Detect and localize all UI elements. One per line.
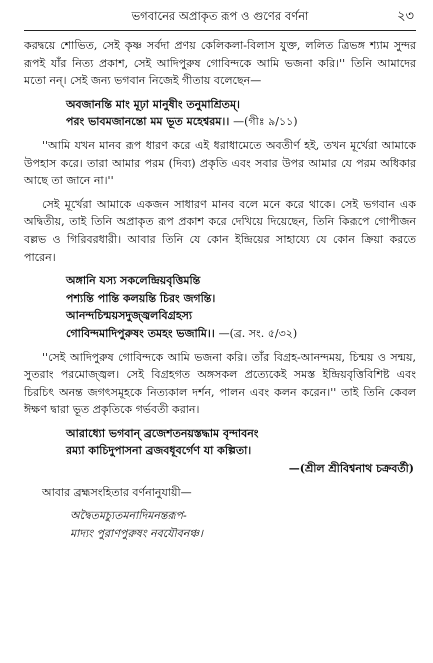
verse-bs-reference: —(ব্র. সং. ৫/৩২)	[218, 326, 298, 340]
page-number: ২৩	[397, 9, 414, 24]
verse-gita-line-1: অবজানন্তি মাং মূঢ়া মানুষীং তনুমাশ্রিতম্।	[66, 97, 240, 111]
verse-ch-line-2: রম্যা কাচিদুপাসনা ব্রজবধূবর্গেণ যা কল্পিতা।	[66, 444, 252, 458]
verse-attribution: —(শ্রীল শ্রীবিশ্বনাথ চক্রবর্তী)	[288, 462, 414, 476]
paragraph-3: সেই মূর্খেরা আমাকে একজন সাধারণ মানব বলে মনে করে থাকে। সেই ভগবান এক অদ্বিতীয়, তাই তিনি অপ্রাকৃত রূপ প্রকাশ করে দেখিয়ে দিয়েছেন, তিনি কিরূপে গোপীজন বল্লভ ও গিরিবরধারী। আবার তিনি যে কোন ইন্দ্রিয়ের সাহায্যে যে কোন ক্রিয়া করতে পারেন।	[24, 197, 416, 264]
verse-ch-line-1: আরাধ্যো ভগবান্ ব্রজেশতনয়স্তদ্ধাম বৃন্দাবনং	[66, 426, 259, 440]
verse-advaita	[70, 507, 416, 542]
verse-gita-reference: —(গীঃ ৯/১১)	[233, 115, 298, 129]
verse-bs-line-2: পশ্যন্তি পান্তি কলয়ন্তি চিরং জগন্তি।	[66, 291, 216, 305]
paragraph-2: ''আমি যখন মানব রূপ ধারণ করে এই ধরাধামেতে অবতীর্ণ হই, তখন মূর্খেরা আমাকে উপহাস করে। তারা আমার পরম (দিব্য) প্রকৃতি এবং সবার উপর আমার যে পরম অধিকার আছে তা জানে না।''	[24, 138, 416, 188]
paragraph-4: ''সেই আদিপুরুষ গোবিন্দকে আমি ভজনা করি। তাঁর বিগ্রহ-আনন্দময়, চিন্ময় ও সন্ময়, সুতরাং পরমোজ্জ্বল। সেই বিগ্রহগত অঙ্গসকল প্রত্যেকেই সমস্ত ইন্দ্রিয়বৃত্তিবিশিষ্ট এবং চিরচিৎ অনন্ত জগৎসমূহকে নিত্যকাল দর্শন, পালন এবং কলন করেন।'' তাই তিনি কেবল ঈক্ষণ দ্বারা ভূত প্রকৃতিকে গর্ভবতী করান।	[24, 350, 416, 417]
verse-bs-line-3: আনন্দচিন্ময়সদুজ্জ্বলবিগ্রহস্য	[66, 309, 193, 323]
verse-bs-line-4: গোবিন্দমাদিপুরুষং তমহং ভজামি।।	[66, 326, 215, 340]
verse-gita	[66, 96, 416, 131]
paragraph-5: আবার ব্রহ্মসংহিতার বর্ণনানুযায়ী—	[42, 485, 192, 499]
verse-adv-line-1: অদ্বৈতমচ্যুতমনাদিমনন্তরূপ-	[70, 509, 187, 523]
document-page	[24, 8, 416, 542]
verse-adv-line-2: মাদ্যং পুরাণপুরুষং নবযৌবনঞ্চ।	[70, 526, 203, 540]
header-rule	[24, 30, 416, 31]
verse-chakravarti	[66, 425, 416, 460]
paragraph-1: করদ্বয়ে শোভিত, সেই কৃষ্ণ সর্বদা প্রণয় কেলিকলা-বিলাস যুক্ত, ললিত ত্রিভঙ্গ শ্যাম সুন্দর রূপই যাঁর নিত্য প্রকাশ, সেই আদিপুরুষ গোবিন্দকে আমি ভজনা করি।'' তিনি আমাদের মতো নন্। সেই জন্য ভগবান নিজেই গীতায় বলেছেন—	[24, 39, 416, 88]
verse-bs-line-1: অঙ্গানি যস্য সকলেন্দ্রিয়বৃত্তিমন্তি	[66, 274, 201, 288]
verse-gita-line-2: পরং ভাবমজানন্তো মম ভূত মহেশ্বরম।।	[66, 115, 230, 129]
chapter-title: ভগবানের অপ্রাকৃত রূপ ও গুণের বর্ণনা	[131, 9, 309, 23]
verse-brahma-samhita	[66, 272, 416, 342]
running-header	[24, 8, 416, 30]
